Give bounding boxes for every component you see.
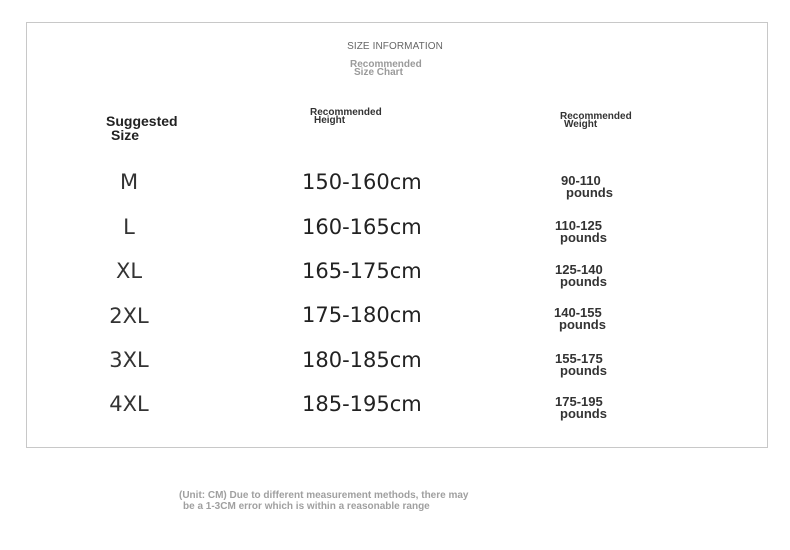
weight-range: 90-110: [561, 173, 601, 188]
column-header-size-line1: Suggested: [106, 113, 178, 129]
weight-cell: [555, 220, 607, 244]
measurement-footnote: [179, 490, 468, 512]
size-cell: 3XL: [109, 348, 149, 372]
height-cell: 185-195cm: [302, 392, 422, 416]
weight-unit: pounds: [560, 363, 607, 378]
column-header-weight-line1: Recommended: [560, 111, 632, 122]
chart-subtitle: [350, 61, 422, 77]
height-cell: 160-165cm: [302, 215, 422, 239]
size-cell: M: [119, 170, 139, 194]
weight-cell: [561, 175, 613, 199]
column-header-height: [310, 109, 382, 125]
column-header-size-line2: Size: [111, 127, 140, 143]
footnote-line2: be a 1-3CM error which is within a reasonable range: [183, 501, 430, 512]
weight-unit: pounds: [566, 185, 613, 200]
weight-range: 155-175: [555, 351, 603, 366]
weight-cell: [555, 353, 607, 377]
height-cell: 150-160cm: [302, 170, 422, 194]
height-cell: 175-180cm: [302, 303, 422, 327]
weight-unit: pounds: [560, 274, 607, 289]
weight-range: 175-195: [555, 394, 603, 409]
weight-unit: pounds: [560, 406, 607, 421]
height-cell: 165-175cm: [302, 259, 422, 283]
column-header-weight-line2: Weight: [564, 119, 598, 130]
size-cell: 2XL: [109, 304, 149, 328]
height-cell: 180-185cm: [302, 348, 422, 372]
column-header-height-line1: Recommended: [310, 107, 382, 118]
size-cell: 4XL: [109, 392, 149, 416]
column-header-weight: [560, 113, 632, 129]
size-cell: XL: [115, 259, 143, 283]
size-cell: L: [123, 215, 135, 239]
weight-cell: [554, 307, 606, 331]
footnote-line1: (Unit: CM) Due to different measurement methods, there may: [179, 490, 469, 501]
column-header-height-line2: Height: [314, 115, 346, 126]
weight-cell: [555, 396, 607, 420]
weight-cell: [555, 264, 607, 288]
weight-range: 125-140: [555, 262, 603, 277]
weight-unit: pounds: [560, 230, 607, 245]
chart-subtitle-line1: Recommended: [350, 59, 422, 70]
chart-subtitle-line2: Size Chart: [354, 67, 403, 78]
page-title: SIZE INFORMATION: [347, 41, 443, 52]
weight-unit: pounds: [559, 317, 606, 332]
column-header-size: [106, 114, 178, 142]
weight-range: 110-125: [555, 218, 602, 233]
weight-range: 140-155: [554, 305, 602, 320]
